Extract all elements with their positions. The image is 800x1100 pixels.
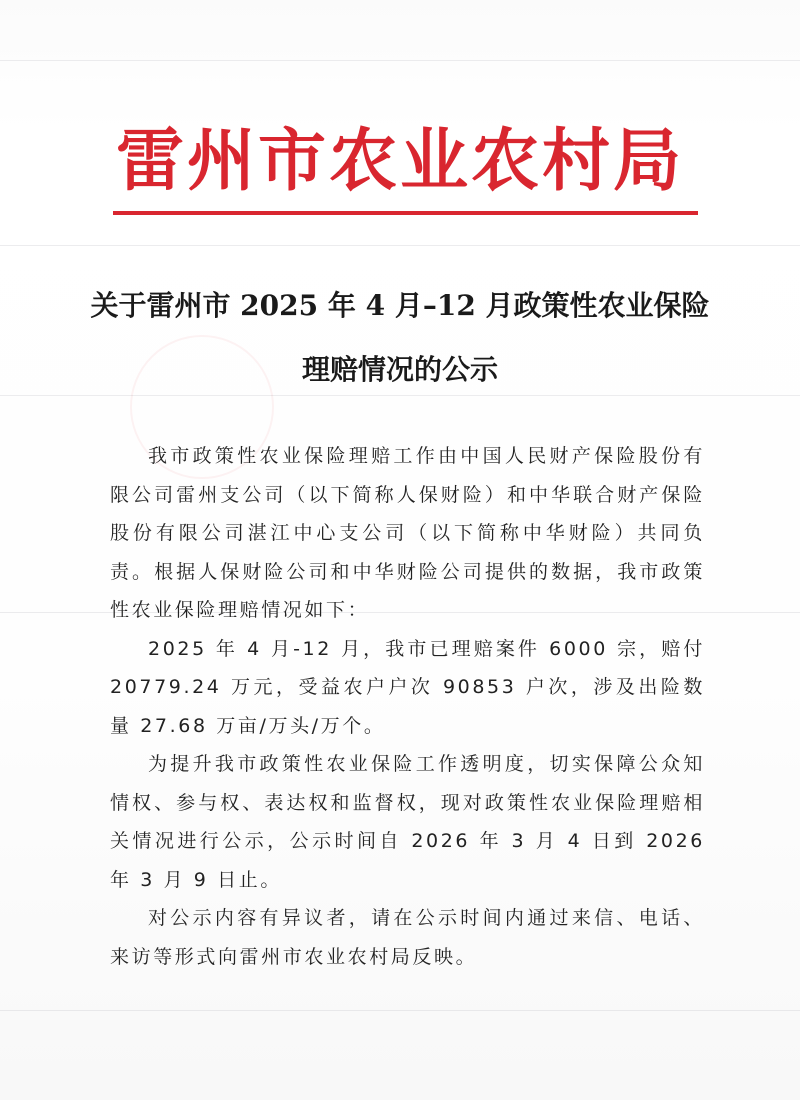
document-title-line-2: 理赔情况的公示 xyxy=(301,353,498,386)
body-paragraph: 我市政策性农业保险理赔工作由中国人民财产保险股份有限公司雷州支公司（以下简称人保财险）和中华联合财产保险股份有限公司湛江中心支公司（以下简称中华财险）共同负责。根据人保财险公司和中华财险公司提供的数据，我市政策性农业保险理赔情况如下： xyxy=(110,445,705,621)
red-header-rule xyxy=(113,211,698,215)
agency-header-title: 雷州市农业农村局 xyxy=(115,122,684,201)
body-paragraph: 2025 年 4 月-12 月，我市已理赔案件 6000 宗，赔付 20779.24 万元，受益农户户次 90853 户次，涉及出险数量 27.68 万亩/万头/万个。 xyxy=(110,637,705,737)
body-paragraph: 对公示内容有异议者，请在公示时间内通过来信、电话、来访等形式向雷州市农业农村局反映。 xyxy=(110,907,705,968)
document-title-line-1: 关于雷州市 2025 年 4 月–12 月政策性农业保险 xyxy=(90,289,710,322)
body-paragraph: 为提升我市政策性农业保险工作透明度，切实保障公众知情权、参与权、表达权和监督权，现对政策性农业保险理赔相关情况进行公示，公示时间自 2026 年 3 月 4 日到 2026 年 3 月 9 日止。 xyxy=(110,753,705,891)
document-body xyxy=(110,437,705,976)
